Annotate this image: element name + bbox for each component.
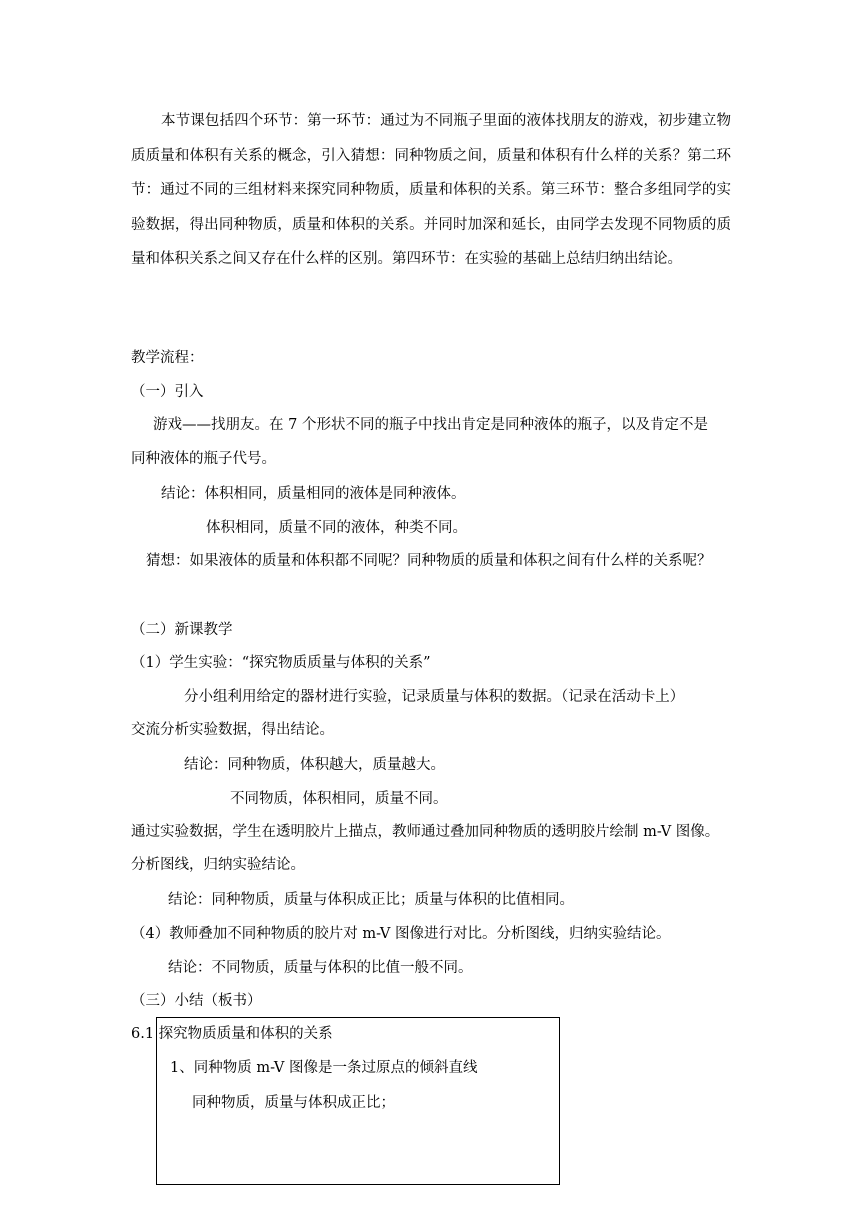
section2-conclusion-2: 不同物质，体积相同，质量不同。 bbox=[230, 791, 448, 807]
section1-conclusion-2: 体积相同，质量不同的液体，种类不同。 bbox=[206, 520, 467, 536]
board-item-1-sub: 同种物质，质量与体积成正比； bbox=[192, 1095, 395, 1111]
section1-conclusion-1: 结论：体积相同，质量相同的液体是同种液体。 bbox=[161, 486, 466, 502]
intro-paragraph: 本节课包括四个环节：第一环节：通过为不同瓶子里面的液体找朋友的游戏，初步建立物质质量和体积有关系的概念，引入猜想：同种物质之间，质量和体积有什么样的关系？第二环节：通过不同的三组材料来探究同种物质，质量和体积的关系。第三环节：整合多组同学的实验数据，得出同种物质，质量和体积的关系。并同时加深和延长，由同学去发现不同物质的质量和体积关系之间又存在什么样的区别。第四环节：在实验的基础上总结归纳出结论。 bbox=[131, 113, 731, 267]
experiment-title: （1）学生实验：“探究物质质量与体积的关系” bbox=[131, 655, 431, 671]
board-item-1: 1、同种物质 m-V 图像是一条过原点的倾斜直线 bbox=[170, 1060, 478, 1076]
compare-line: （4）教师叠加不同种物质的胶片对 m-V 图像进行对比。分析图线，归纳实验结论。 bbox=[131, 926, 671, 942]
section2-conclusion-3: 结论：同种物质，质量与体积成正比；质量与体积的比值相同。 bbox=[168, 892, 574, 908]
section3-heading: （三）小结（板书） bbox=[131, 993, 262, 1009]
experiment-line-2: 交流分析实验数据，得出结论。 bbox=[131, 722, 334, 738]
mv-line-2: 分析图线，归纳实验结论。 bbox=[131, 857, 305, 873]
mv-line-1: 通过实验数据，学生在透明胶片上描点，教师通过叠加同种物质的透明胶片绘制 m-V 图像。 bbox=[131, 824, 720, 840]
flow-title: 教学流程： bbox=[131, 350, 204, 366]
section2-conclusion-4: 结论：不同物质，质量与体积的比值一般不同。 bbox=[168, 960, 473, 976]
guess-line: 猜想：如果液体的质量和体积都不同呢？同种物质的质量和体积之间有什么样的关系呢？ bbox=[146, 553, 712, 569]
board-title: 6.1 探究物质质量和体积的关系 bbox=[131, 1026, 333, 1042]
section2-heading: （二）新课教学 bbox=[131, 622, 233, 638]
game-line-2: 同种液体的瓶子代号。 bbox=[131, 451, 276, 467]
experiment-line-1: 分小组利用给定的器材进行实验，记录质量与体积的数据。（记录在活动卡上） bbox=[184, 689, 685, 705]
game-line-1: 游戏——找朋友。在 7 个形状不同的瓶子中找出肯定是同种液体的瓶子，以及肯定不是 bbox=[153, 417, 708, 433]
section1-heading: （一）引入 bbox=[131, 384, 204, 400]
section2-conclusion-1: 结论：同种物质，体积越大，质量越大。 bbox=[184, 757, 445, 773]
